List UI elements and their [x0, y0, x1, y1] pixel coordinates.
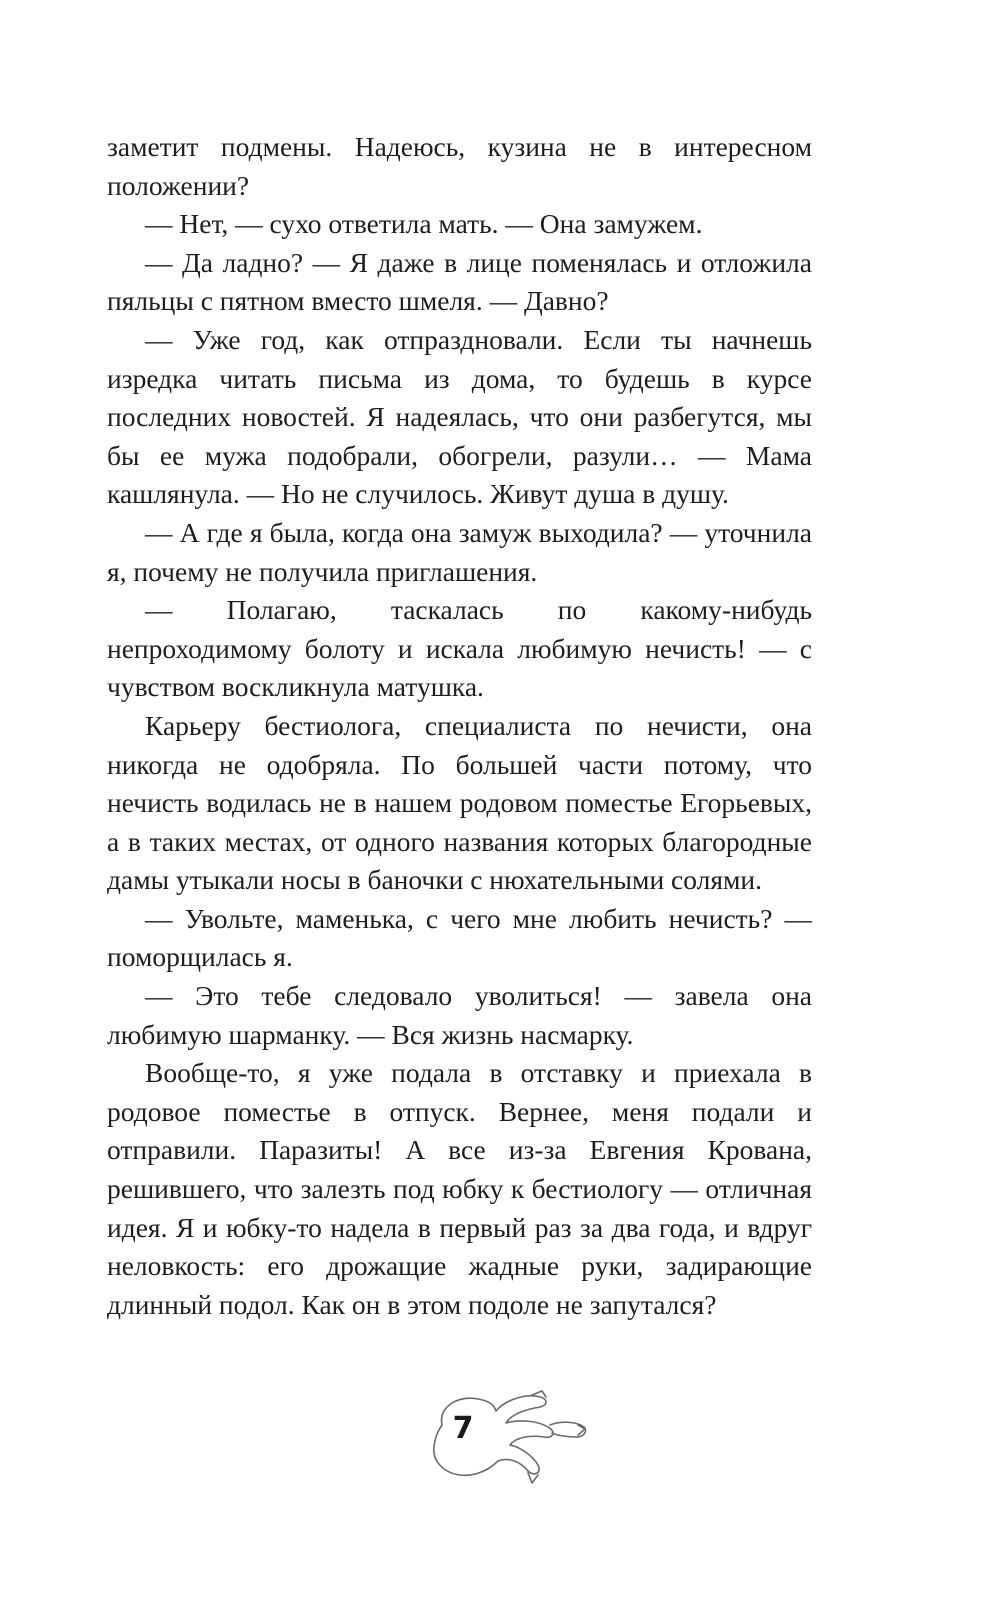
paragraph-dialogue: — Уже год, как отпраздновали. Если ты начнешь изредка читать письма из дома, то будешь в курсе последних новостей. Я надеялась, что они разбегутся, мы бы ее мужа подобрали, обогрели, разули… — Мама кашлянула. — Но не случилось. Живут душа в душу.	[107, 323, 812, 510]
paragraph-dialogue: — Это тебе следовало уволиться! — завела она любимую шарманку. — Вся жизнь насмарку.	[107, 980, 812, 1050]
page-number: 7	[452, 1411, 474, 1446]
paragraph-continued: заметит подмены. Надеюсь, кузина не в интересном положении?	[107, 131, 812, 201]
paragraph-dialogue: — Полагаю, таскалась по какому-нибудь непроходимому болоту и искала любимую нечисть! — с чувством воскликнула матушка.	[107, 594, 812, 703]
page-body-text	[107, 128, 812, 1324]
lizard-footprint-icon	[420, 1385, 600, 1495]
paragraph-dialogue: — Да ладно? — Я даже в лице поменялась и отложила пяльцы с пятном вместо шмеля. — Давно?	[107, 246, 812, 317]
paragraph-narration: Карьеру бестиолога, специалиста по нечисти, она никогда не одобряла. По большей части потому, что нечисть водилась не в нашем родовом поместье Егорьевых, а в таких местах, от одного названия которых благородные дамы утыкали носы в баночки с нюхательными солями.	[107, 709, 812, 896]
paragraph-narration: Вообще-то, я уже подала в отставку и приехала в родовое поместье в отпуск. Вернее, меня подали и отправили. Паразиты! А все из-за Евгения Крована, решившего, что залезть под юбку к бестиологу — отличная идея. Я и юбку-то надела в первый раз за два года, и вдруг неловкость: его дрожащие жадные руки, задирающие длинный подол. Как он в этом подоле не запутался?	[107, 1057, 812, 1320]
paragraph-dialogue: — Нет, — сухо ответила мать. — Она замужем.	[145, 208, 703, 240]
paragraph-dialogue: — А где я была, когда она замуж выходила? — уточнила я, почему не получила приглашения.	[107, 516, 812, 587]
page-folio	[420, 1385, 600, 1495]
paragraph-dialogue: — Увольте, маменька, с чего мне любить нечисть? — поморщилась я.	[107, 902, 812, 973]
